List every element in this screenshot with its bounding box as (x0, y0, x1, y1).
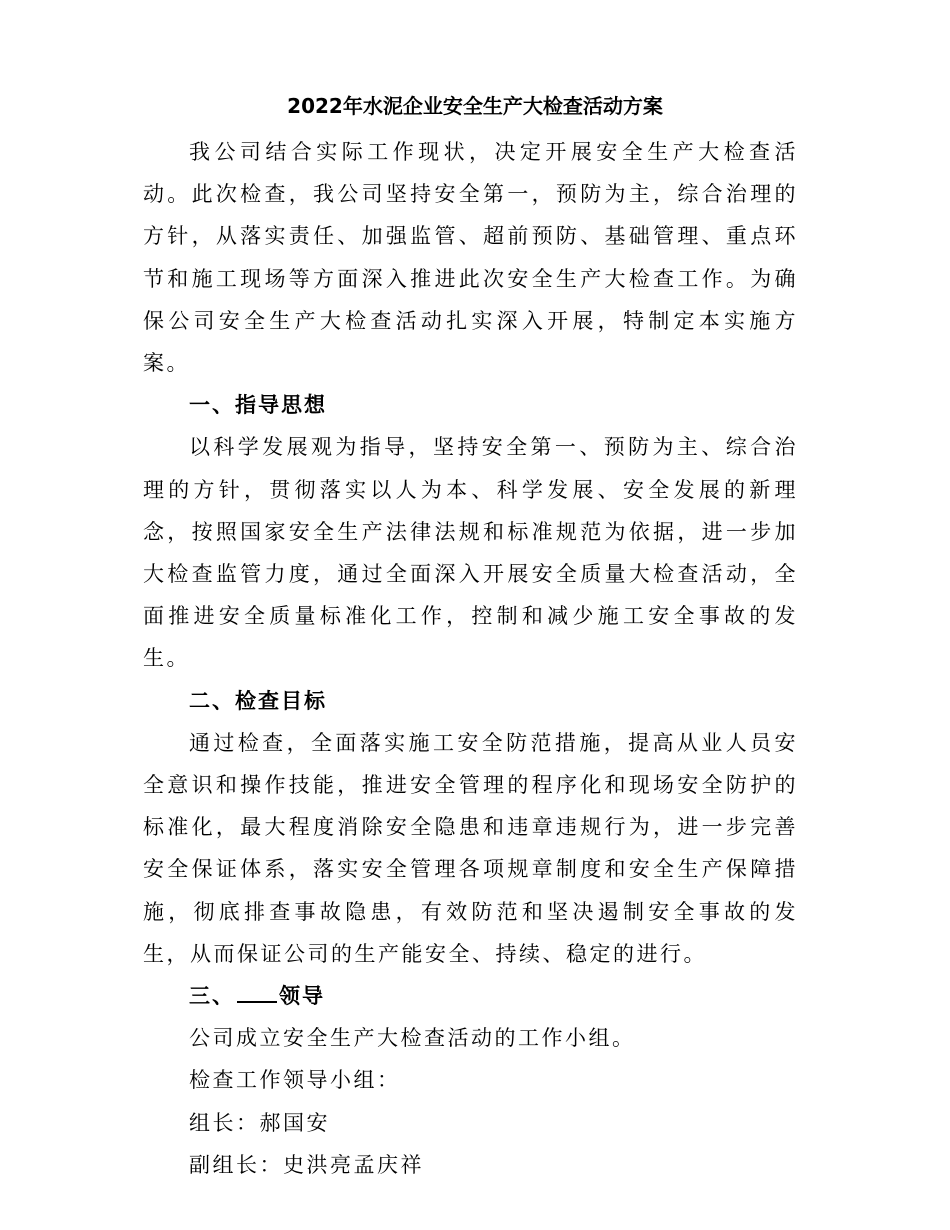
document-title: 2022年水泥企业安全生产大检查活动方案 (287, 94, 663, 118)
leadership-line-leader: 组长：郝国安 (189, 1110, 330, 1135)
section-body-guiding-ideology: 以科学发展观为指导，坚持安全第一、预防为主、综合治理的方针，贯彻落实以人为本、科学发展、安全发展的新理念，按照国家安全生产法律法规和标准规范为依据，进一步加大检查监管力度，通过全面深入开展安全质量大检查活动，全面推进安全质量标准化工作，控制和减少施工安全事故的发生。 (143, 435, 798, 671)
leadership-heading-prefix: 三、 (189, 984, 235, 1009)
leadership-line-team: 检查工作领导小组： (189, 1068, 401, 1093)
document-body (143, 131, 798, 1186)
leadership-heading-suffix: 领导 (279, 984, 325, 1009)
leadership-line-deputy: 副组长：史洪亮孟庆祥 (189, 1152, 424, 1177)
section-heading-guiding-ideology: 一、指导思想 (189, 393, 327, 418)
section-heading-leadership (143, 975, 798, 1017)
blank-underline (237, 983, 277, 1003)
leadership-line-group: 公司成立安全生产大检查活动的工作小组。 (189, 1026, 636, 1051)
section-heading-inspection-goals: 二、检查目标 (189, 688, 327, 713)
section-body-inspection-goals: 通过检查，全面落实施工安全防范措施，提高从业人员安全意识和操作技能，推进安全管理的程序化和现场安全防护的标准化，最大程度消除安全隐患和违章违规行为，进一步完善安全保证体系，落实安全管理各项规章制度和安全生产保障措施，彻底排查事故隐患，有效防范和坚决遏制安全事故的发生，从而保证公司的生产能安全、持续、稳定的进行。 (143, 730, 798, 966)
intro-paragraph: 我公司结合实际工作现状，决定开展安全生产大检查活动。此次检查，我公司坚持安全第一，预防为主，综合治理的方针，从落实责任、加强监管、超前预防、基础管理、重点环节和施工现场等方面深入推进此次安全生产大检查工作。为确保公司安全生产大检查活动扎实深入开展，特制定本实施方案。 (143, 140, 798, 376)
